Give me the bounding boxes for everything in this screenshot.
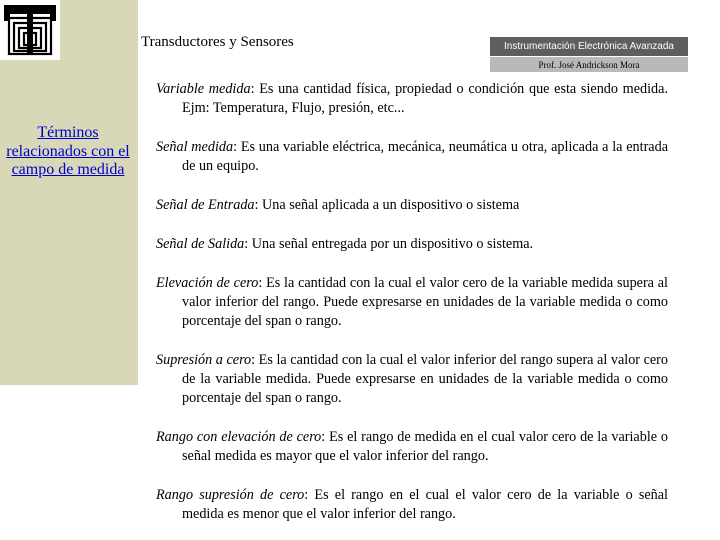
definition-term: Rango supresión de cero bbox=[156, 487, 305, 503]
definition-term: Señal de Entrada bbox=[156, 197, 255, 213]
definition-item bbox=[156, 235, 668, 254]
definition-colon: : bbox=[258, 275, 263, 291]
definition-colon: : bbox=[304, 487, 309, 503]
sidebar-panel bbox=[0, 60, 138, 385]
definition-colon: : bbox=[321, 429, 326, 445]
definition-colon: : bbox=[251, 352, 256, 368]
subject-label: Instrumentación Electrónica Avanzada bbox=[490, 37, 688, 56]
definition-text: Es una variable eléctrica, mecánica, neumática u otra, aplicada a la entrada de un equipo. bbox=[182, 139, 668, 174]
definition-item bbox=[156, 428, 668, 466]
definition-text: Es una cantidad física, propiedad o condición que esta siendo medida. Ejm: Temperatura, Flujo, presión, etc... bbox=[182, 81, 668, 116]
definition-text: Es el rango en el cual el valor cero de la variable o señal medida es menor que el valor inferior del rango. bbox=[182, 487, 668, 522]
definition-term: Variable medida bbox=[156, 81, 251, 97]
definition-text: Una señal entregada por un dispositivo o sistema. bbox=[248, 236, 534, 252]
professor-label: Prof. José Andrickson Mora bbox=[490, 57, 688, 72]
definition-colon: : bbox=[254, 197, 259, 213]
definition-colon: : bbox=[250, 81, 255, 97]
definition-item bbox=[156, 138, 668, 176]
definition-item bbox=[156, 486, 668, 524]
definition-item bbox=[156, 196, 668, 215]
definition-colon: : bbox=[244, 236, 249, 252]
definition-term: Rango con elevación de cero bbox=[156, 429, 322, 445]
definition-term: Señal de Salida bbox=[156, 236, 245, 252]
definition-item bbox=[156, 80, 668, 118]
definition-text: Una señal aplicada a un dispositivo o sistema bbox=[258, 197, 520, 213]
definition-text: Es el rango de medida en el cual valor cero de la variable o señal medida es mayor que el valor inferior del rango. bbox=[182, 429, 668, 464]
university-logo-icon bbox=[0, 0, 60, 60]
definition-colon: : bbox=[233, 139, 238, 155]
definition-term: Elevación de cero bbox=[156, 275, 259, 291]
definition-item bbox=[156, 274, 668, 331]
definition-text: Es la cantidad con la cual el valor cero de la variable medida supera al valor inferior del rango. Puede expresarse en unidades de la variable medida o como porcentaje del span o rango. bbox=[182, 275, 668, 329]
logo bbox=[0, 0, 60, 60]
definitions-list bbox=[156, 80, 668, 524]
header-strip bbox=[60, 0, 138, 60]
page-title: Transductores y Sensores bbox=[141, 34, 294, 50]
definition-term: Supresión a cero bbox=[156, 352, 252, 368]
definition-term: Señal medida bbox=[156, 139, 234, 155]
definition-item bbox=[156, 351, 668, 408]
sidebar-title-link[interactable]: Términos relacionados con el campo de medida bbox=[6, 124, 130, 178]
definition-text: Es la cantidad con la cual el valor inferior del rango supera al valor cero de la variable medida. Puede expresarse en unidades de la variable medida o como porcentaje del span o rango. bbox=[182, 352, 668, 406]
